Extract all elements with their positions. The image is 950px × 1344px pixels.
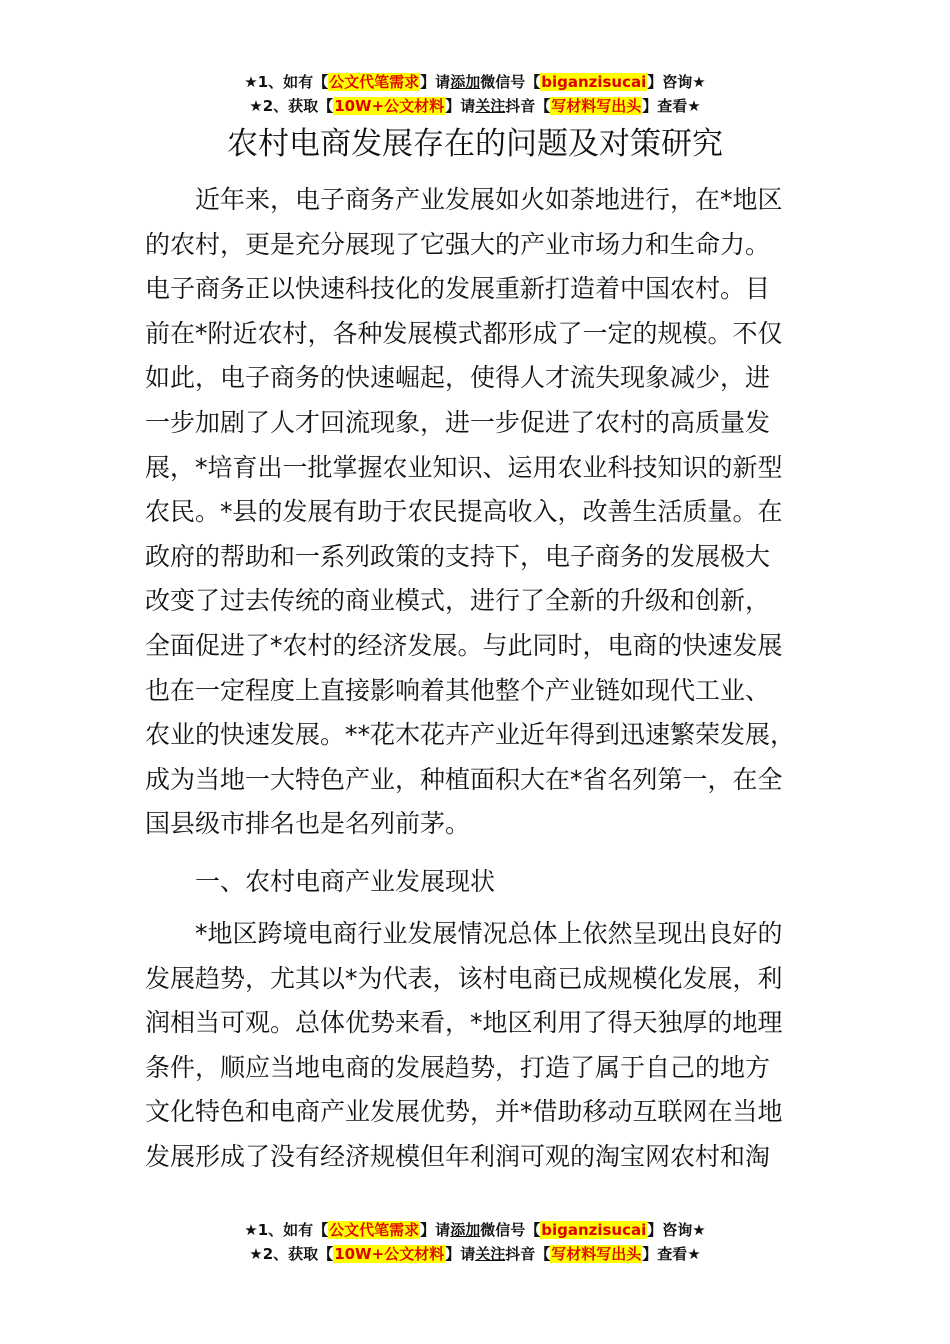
banner-text: 】查看★ — [642, 97, 701, 115]
text-line: 全面促进了*农村的经济发展。与此同时，电商的快速发展 — [145, 630, 783, 660]
banner-text: ★1、如有【 — [244, 73, 329, 91]
text-line: 条件，顺应当地电商的发展趋势，打造了属于自己的地方 — [145, 1052, 771, 1082]
highlight-wechat-id: biganzisucai — [541, 73, 647, 91]
highlight-douyin-account: 写材料写出头 — [551, 1245, 642, 1263]
highlight-materials: 10W+公文材料 — [334, 97, 445, 115]
text-line: 农民。*县的发展有助于农民提高收入，改善生活质量。在 — [145, 497, 783, 527]
banner-text: 】咨询★ — [647, 73, 706, 91]
banner-text: ★2、获取【 — [249, 97, 334, 115]
underlined-follow: 关注 — [475, 1245, 506, 1263]
highlight-service: 公文代笔需求 — [329, 73, 420, 91]
highlight-wechat-id: biganzisucai — [541, 1221, 647, 1239]
highlight-service: 公文代笔需求 — [329, 1221, 420, 1239]
text-line: 农业的快速发展。**花木花卉产业近年得到迅速繁荣发展， — [145, 720, 796, 750]
banner-text: 微信号【 — [480, 73, 541, 91]
text-line: 前在*附近农村，各种发展模式都形成了一定的规模。不仅 — [145, 318, 783, 348]
text-line: 改变了过去传统的商业模式，进行了全新的升级和创新， — [145, 586, 771, 616]
banner-line-2 — [0, 94, 950, 118]
paragraph-status — [145, 912, 815, 1180]
text-line: 发展趋势，尤其以*为代表，该村电商已成规模化发展，利 — [145, 963, 783, 993]
text-line: 近年来，电子商务产业发展如火如荼地进行，在*地区 — [195, 185, 783, 214]
paragraph-intro — [145, 178, 815, 847]
highlight-douyin-account: 写材料写出头 — [551, 97, 642, 115]
text-line: 国县级市排名也是名列前茅。 — [145, 809, 471, 839]
banner-text: ★1、如有【 — [244, 1221, 329, 1239]
highlight-materials: 10W+公文材料 — [334, 1245, 445, 1263]
text-line: 政府的帮助和一系列政策的支持下，电子商务的发展极大 — [145, 541, 771, 571]
top-banner — [0, 70, 950, 118]
banner-text: 抖音【 — [505, 1245, 551, 1263]
section-heading-text: 一、农村电商产业发展现状 — [195, 867, 496, 896]
text-line: 成为当地一大特色产业，种植面积大在*省名列第一，在全 — [145, 764, 783, 794]
underlined-add: 添加 — [450, 73, 481, 91]
text-line: 展，*培育出一批掌握农业知识、运用农业科技知识的新型 — [145, 452, 783, 482]
banner-text: 】查看★ — [642, 1245, 701, 1263]
text-line: 发展形成了没有经济规模但年利润可观的淘宝网农村和淘 — [145, 1141, 771, 1171]
document-title: 农村电商发展存在的问题及对策研究 — [227, 126, 723, 162]
section-heading — [145, 860, 815, 905]
banner-text: 微信号【 — [480, 1221, 541, 1239]
text-line: 一步加剧了人才回流现象，进一步促进了农村的高质量发 — [145, 407, 771, 437]
bottom-banner — [0, 1218, 950, 1266]
banner-text: 】请 — [445, 97, 476, 115]
banner-line-2 — [0, 1242, 950, 1266]
text-line: 的农村，更是充分展现了它强大的产业市场力和生命力。 — [145, 229, 771, 259]
text-line: 文化特色和电商产业发展优势，并*借助移动互联网在当地 — [145, 1097, 783, 1127]
banner-text: 】请 — [420, 73, 451, 91]
text-line: 如此，电子商务的快速崛起，使得人才流失现象减少，进 — [145, 363, 771, 393]
text-line: 润相当可观。总体优势来看，*地区利用了得天独厚的地理 — [145, 1008, 783, 1038]
banner-text: 】请 — [420, 1221, 451, 1239]
underlined-add: 添加 — [450, 1221, 481, 1239]
banner-line-1 — [0, 1218, 950, 1242]
text-line: 电子商务正以快速科技化的发展重新打造着中国农村。目 — [145, 274, 771, 304]
text-line: 也在一定程度上直接影响着其他整个产业链如现代工业、 — [145, 675, 771, 705]
banner-line-1 — [0, 70, 950, 94]
banner-text: 】咨询★ — [647, 1221, 706, 1239]
text-line: *地区跨境电商行业发展情况总体上依然呈现出良好的 — [195, 919, 783, 948]
underlined-follow: 关注 — [475, 97, 506, 115]
banner-text: 抖音【 — [505, 97, 551, 115]
banner-text: 】请 — [445, 1245, 476, 1263]
banner-text: ★2、获取【 — [249, 1245, 334, 1263]
